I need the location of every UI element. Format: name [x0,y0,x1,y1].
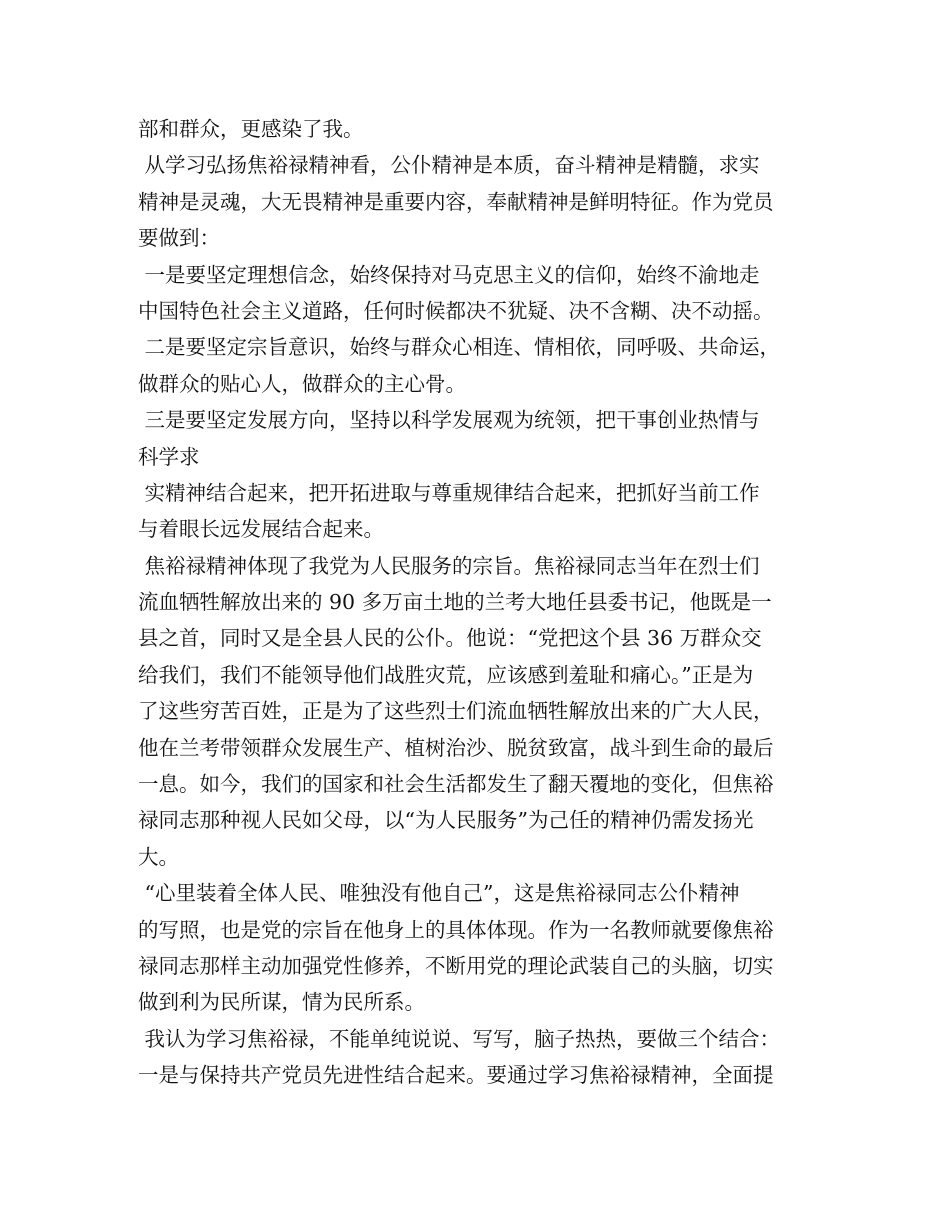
text-line: 一是与保持共产党员先进性结合起来。要通过学习焦裕禄精神，全面提 [138,1063,774,1088]
text-line: 禄同志那样主动加强党性修养，不断用党的理论武装自己的头脑，切实 [138,953,774,978]
text-line: 县之首，同时又是全县人民的公仆。他说：“党把这个县 36 万群众交 [138,626,762,651]
text-line: 流血牺牲解放出来的 90 多万亩土地的兰考大地任县委书记，他既是一 [138,590,772,615]
text-line: 做群众的贴心人，做群众的主心骨。 [138,371,466,396]
text-line: “心里装着全体人民、唯独没有他自己”，这是焦裕禄同志公仆精神 [138,881,740,906]
text-line: 科学求 [138,444,200,469]
text-line: 禄同志那种视人民如父母，以“为人民服务”为己任的精神仍需发扬光 [138,808,754,833]
text-line: 给我们，我们不能领导他们战胜灾荒，应该感到羞耻和痛心。”正是为 [138,662,754,687]
text-line: 二是要坚定宗旨意识，始终与群众心相连、情相依，同呼吸、共命运， [138,335,781,360]
text-line: 做到利为民所谋，情为民所系。 [138,990,425,1015]
text-line: 的写照，也是党的宗旨在他身上的具体体现。作为一名教师就要像焦裕 [138,917,774,942]
text-line: 了这些穷苦百姓，正是为了这些烈士们流血牺牲解放出来的广大人民， [138,699,774,724]
text-line: 一是要坚定理想信念，始终保持对马克思主义的信仰，始终不渝地走 [138,262,760,287]
text-line: 精神是灵魂，大无畏精神是重要内容，奉献精神是鲜明特征。作为党员 [138,189,774,214]
text-line: 要做到： [138,226,220,251]
text-line: 实精神结合起来，把开拓进取与尊重规律结合起来，把抓好当前工作 [138,480,760,505]
text-line: 从学习弘扬焦裕禄精神看，公仆精神是本质，奋斗精神是精髓，求实 [138,153,760,178]
text-line: 我认为学习焦裕禄，不能单纯说说、写写，脑子热热，要做三个结合： [138,1026,781,1051]
text-line: 一息。如今，我们的国家和社会生活都发生了翻天覆地的变化，但焦裕 [138,772,774,797]
document-body [138,111,828,1094]
text-line: 部和群众，更感染了我。 [138,117,364,141]
text-line: 三是要坚定发展方向，坚持以科学发展观为统领，把干事创业热情与 [138,408,760,433]
text-line: 焦裕禄精神体现了我党为人民服务的宗旨。焦裕禄同志当年在烈士们 [138,553,760,578]
text-line: 他在兰考带领群众发展生产、植树治沙、脱贫致富，战斗到生命的最后 [138,735,774,760]
text-line: 中国特色社会主义道路，任何时候都决不犹疑、决不含糊、决不动摇。 [138,298,774,323]
text-line: 与着眼长远发展结合起来。 [138,517,384,542]
text-line: 大。 [138,844,179,869]
